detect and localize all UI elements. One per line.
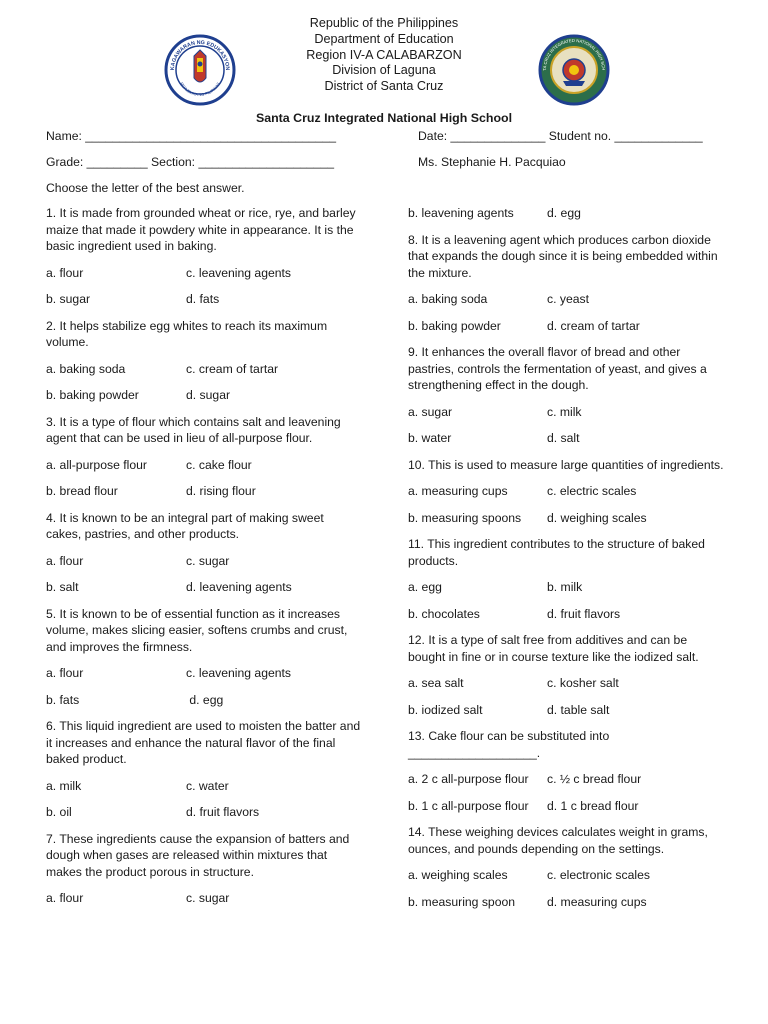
right-question-column — [408, 205, 726, 910]
answer-options-row — [46, 579, 362, 596]
answer-option[interactable]: b. salt — [46, 580, 79, 594]
question-text: 3. It is a type of flour which contains salt and leavening agent that can be used in lieu of all-purpose flour. — [46, 414, 341, 445]
answer-option[interactable]: d. sugar — [186, 388, 231, 402]
answer-option[interactable]: b. fats — [46, 692, 80, 707]
answer-option[interactable]: b. 1 c all-purpose flour — [408, 798, 529, 813]
answer-option[interactable]: a. flour — [46, 666, 84, 680]
answer-option[interactable]: b. water — [408, 431, 452, 445]
answer-option[interactable]: c. sugar — [186, 553, 230, 568]
answer-option[interactable]: b. sugar — [46, 292, 91, 306]
answer-options-row — [46, 361, 362, 378]
answer-options-row — [408, 404, 726, 421]
answer-options-row — [46, 265, 362, 282]
answer-options-row — [408, 702, 726, 719]
answer-option[interactable]: c. ½ c bread flour — [547, 772, 642, 786]
answer-option[interactable]: b. baking powder — [408, 318, 501, 333]
question-text: 9. It enhances the overall flavor of bread and other pastries, controls the fermentation of yeast, and gives a strengthening effect in the dough. — [408, 345, 707, 392]
answer-option[interactable]: d. rising flour — [186, 484, 256, 498]
answer-option[interactable]: b. baking powder — [46, 388, 139, 402]
school-name: Santa Cruz Integrated National High School — [255, 111, 513, 125]
answer-option[interactable]: c. milk — [547, 404, 582, 419]
answer-option[interactable]: d. weighing scales — [547, 510, 647, 525]
answer-options-row — [46, 665, 362, 682]
answer-option[interactable]: c. leavening agents — [186, 666, 292, 680]
grade-section-field[interactable]: Grade: _________ Section: ____________________ — [46, 155, 335, 169]
letterhead-line-4: Division of Laguna — [332, 63, 436, 78]
letterhead-line-3: Region IV-A CALABARZON — [306, 47, 462, 62]
answer-options-row — [408, 771, 726, 788]
svg-text:SANTA CRUZ INTEGRATED NATIONAL: TA CRUZ INTEGRATED NATIONAL HIGH SCH — [541, 37, 607, 71]
answer-options-row — [46, 457, 362, 474]
answer-option[interactable]: a. baking soda — [408, 292, 488, 306]
answer-option[interactable]: d. fruit flavors — [547, 606, 621, 621]
question-text: 7. These ingredients cause the expansion of batters and dough when gases are released within mixtures that makes the product porous in structure. — [46, 831, 350, 879]
answer-options-row — [408, 430, 726, 447]
answer-options-row — [408, 510, 726, 527]
svg-text:KAGAWARAN NG EDUKASYON: KAGAWARAN NG EDUKASYON — [169, 39, 231, 71]
answer-option[interactable]: a. all-purpose flour — [46, 457, 147, 472]
answer-option[interactable]: c. sugar — [186, 891, 230, 905]
answer-option[interactable]: a. flour — [46, 265, 84, 280]
answer-option[interactable]: a. measuring cups — [408, 484, 508, 498]
answer-option[interactable]: d. cream of tartar — [547, 318, 640, 333]
answer-option[interactable]: c. water — [186, 778, 229, 793]
answer-option[interactable]: c. electric scales — [547, 484, 637, 498]
question-text: 8. It is a leavening agent which produces carbon dioxide that expands the dough since it is being embedded within the mixture. — [408, 232, 718, 280]
answer-option[interactable]: a. sugar — [408, 404, 453, 419]
left-question-column — [46, 205, 362, 907]
question-text: 5. It is known to be of essential function as it increases volume, makes slicing easier, softens crumbs and crust, and improves the firmness. — [46, 606, 348, 654]
answer-options-row — [46, 291, 362, 308]
answer-option[interactable]: d. measuring cups — [547, 894, 647, 909]
teacher-name: Ms. Stephanie H. Pacquiao — [418, 155, 566, 169]
answer-options-row — [46, 890, 362, 907]
answer-options-row — [46, 778, 362, 795]
question-text: 11. This ingredient contributes to the structure of baked products. — [408, 537, 705, 568]
answer-option[interactable]: c. kosher salt — [547, 676, 619, 690]
answer-option[interactable]: a. weighing scales — [408, 868, 508, 882]
question-text: 14. These weighing devices calculates weight in grams, ounces, and pounds depending on the settings. — [408, 825, 708, 856]
answer-option[interactable]: d. salt — [547, 431, 580, 445]
answer-option[interactable]: d. leavening agents — [186, 580, 292, 594]
answer-option[interactable]: c. yeast — [547, 292, 589, 306]
question-text: 1. It is made from grounded wheat or rice, rye, and barley maize that made it powdery white in appearance. It is the basic ingredient used in baking. — [46, 206, 356, 253]
answer-option[interactable]: b. chocolates — [408, 606, 480, 621]
letterhead-line-5: District of Santa Cruz — [324, 79, 444, 94]
answer-option[interactable]: d. 1 c bread flour — [547, 798, 639, 813]
answer-option[interactable]: b. bread flour — [46, 484, 118, 498]
answer-options-row — [408, 894, 726, 911]
answer-options-row — [408, 606, 726, 623]
answer-option[interactable]: a. egg — [408, 580, 442, 594]
answer-option[interactable]: a. 2 c all-purpose flour — [408, 772, 529, 786]
answer-options-row — [408, 675, 726, 692]
svg-text:REPUBLIKA NG PILIPINAS: REPUBLIKA NG PILIPINAS — [179, 81, 221, 98]
letterhead-line-1: Republic of the Philippines — [309, 16, 459, 30]
answer-option[interactable]: c. cake flour — [186, 457, 252, 472]
question-text: 13. Cake flour can be substituted into ___________________. — [408, 729, 610, 760]
answer-options-row — [408, 798, 726, 815]
answer-option[interactable]: b. measuring spoon — [408, 894, 516, 909]
question-text: 6. This liquid ingredient are used to moisten the batter and it increases and enhance the natural flavor of the final baked product. — [46, 719, 361, 766]
date-student-field[interactable]: Date: ______________ Student no. _____________ — [418, 129, 703, 143]
answer-option[interactable]: b. oil — [46, 805, 72, 819]
instruction-text: Choose the letter of the best answer. — [46, 181, 245, 195]
question-text: 2. It helps stabilize egg whites to reach its maximum volume. — [46, 318, 328, 349]
answer-options-row — [408, 483, 726, 500]
answer-option[interactable]: b. iodized salt — [408, 702, 483, 717]
answer-options-row — [46, 692, 362, 709]
answer-options-row — [46, 553, 362, 570]
answer-option[interactable]: c. electronic scales — [547, 868, 650, 882]
question-text: 10. This is used to measure large quantities of ingredients. — [408, 457, 724, 472]
answer-option[interactable]: d. table salt — [547, 702, 610, 717]
answer-option[interactable]: b. leavening agents — [408, 206, 514, 220]
answer-options-row — [46, 387, 362, 404]
answer-option[interactable]: b. measuring spoons — [408, 510, 522, 525]
answer-option[interactable]: d. fats — [186, 292, 220, 306]
answer-options-row — [408, 291, 726, 308]
answer-option[interactable]: d. egg — [547, 206, 581, 220]
answer-options-row — [408, 579, 726, 596]
answer-option[interactable]: a. sea salt — [408, 676, 464, 690]
answer-option[interactable]: c. leavening agents — [186, 265, 292, 280]
answer-options-row — [408, 318, 726, 335]
answer-option[interactable]: a. flour — [46, 553, 84, 568]
answer-option[interactable]: d. egg — [186, 692, 224, 707]
name-field[interactable]: Name: _____________________________________ — [46, 129, 337, 143]
letterhead — [0, 16, 768, 98]
answer-option[interactable]: a. milk — [46, 778, 82, 793]
answer-options-row — [408, 205, 726, 222]
deped-seal-icon — [164, 34, 236, 106]
answer-option[interactable]: a. baking soda — [46, 361, 126, 376]
answer-options-row — [46, 804, 362, 821]
letterhead-line-2: Department of Education — [314, 31, 454, 46]
answer-option[interactable]: c. cream of tartar — [186, 361, 279, 376]
question-text: 4. It is known to be an integral part of making sweet cakes, pastries, and other products. — [46, 510, 324, 541]
answer-option[interactable]: d. fruit flavors — [186, 805, 260, 819]
answer-option[interactable]: b. milk — [547, 580, 583, 594]
school-seal-icon — [538, 34, 610, 106]
answer-options-row — [408, 867, 726, 884]
question-text: 12. It is a type of salt free from additives and can be bought in fine or in course texture like the iodized salt. — [408, 633, 699, 664]
answer-option[interactable]: a. flour — [46, 891, 84, 905]
answer-options-row — [46, 483, 362, 500]
